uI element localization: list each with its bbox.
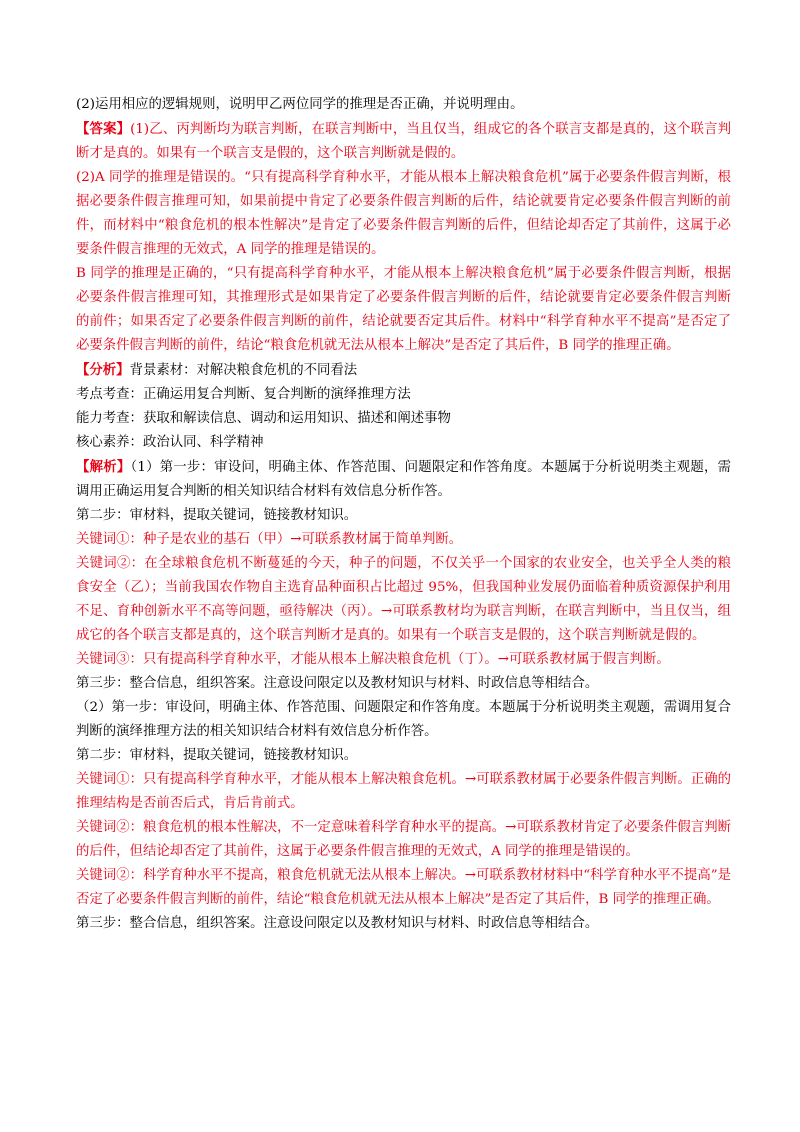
- explanation-p1-kw3: 关键词③：只有提高科学育种水平，才能从根本上解决粮食危机（丁）。→可联系教材属于假言判断。: [76, 652, 670, 667]
- analysis-knowledge: 考点考查：正确运用复合判断、复合判断的演绎推理方法: [76, 387, 411, 402]
- explanation-p1-step2: 第二步：审材料，提取关键词，链接教材知识。: [76, 508, 358, 523]
- question-2: (2)运用相应的逻辑规则，说明甲乙两位同学的推理是否正确，并说明理由。: [76, 97, 524, 112]
- explanation-p2-kw2: 关键词②：粮食危机的根本性解决，不一定意味着科学育种水平的提高。→可联系教材肯定了必要条件假言判断的后件，但结论却否定了其前件，这属于必要条件假言推理的无效式，A 同学的推理是错误的。: [76, 820, 731, 859]
- explanation-p1-step1: [76, 455, 731, 504]
- analysis-ability: 能力考查：获取和解读信息、调动和运用知识、描述和阐述事物: [76, 411, 451, 426]
- explanation-p1-kw1: 关键词①：种子是农业的基石（甲）→可联系教材属于简单判断。: [76, 532, 463, 547]
- answer-part-1-text: (1)乙、丙判断均为联言判断，在联言判断中，当且仅当，组成它的各个联言支都是真的，这个联言判断才是真的。如果有一个联言支是假的，这个联言判断就是假的。: [76, 122, 732, 161]
- analysis-background-text: 背景素材：对解决粮食危机的不同看法: [129, 363, 358, 378]
- explanation-p2-step1: （2）第一步：审设问，明确主体、作答范围、问题限定和作答角度。本题属于分析说明类主观题，需调用复合判断的演绎推理方法的相关知识结合材料有效信息分析作答。: [76, 700, 731, 739]
- analysis-tag: 【分析】: [76, 362, 130, 378]
- explanation-p1-step3: 第三步：整合信息，组织答案。注意设问限定以及教材知识与材料、时政信息等相结合。: [76, 676, 599, 691]
- explanation-p2-step3: 第三步：整合信息，组织答案。注意设问限定以及教材知识与材料、时政信息等相结合。: [76, 916, 599, 931]
- explanation-tag: 【解析】: [76, 459, 131, 475]
- analysis-literacy: 核心素养：政治认同、科学精神: [76, 435, 264, 450]
- answer-part-1: [76, 117, 731, 166]
- explanation-p2-step2: 第二步：审材料，提取关键词，链接教材知识。: [76, 748, 358, 763]
- analysis-background: [76, 358, 731, 383]
- explanation-p1-step1-text: （1）第一步：审设问，明确主体、作答范围、问题限定和作答角度。本题属于分析说明类主观题，需调用正确运用复合判断的相关知识结合材料有效信息分析作答。: [76, 460, 731, 499]
- explanation-p2-kw3: 关键词②：科学育种水平不提高，粮食危机就无法从根本上解决。→可联系教材材料中“科学育种水平不提高”是否定了必要条件假言判断的前件，结论“粮食危机就无法从根本上解决”是否定了其后件，B 同学的推理正确。: [76, 868, 731, 907]
- answer-tag: 【答案】: [76, 121, 131, 137]
- answer-part-2-b: B 同学的推理是正确的，“只有提高科学育种水平，才能从根本上解决粮食危机”属于必要条件假言判断，根据必要条件假言推理可知，其推理形式是如果肯定了必要条件假言判断的后件，结论就要肯定必要条件假言判断的前件；如果否定了必要条件假言判断的前件，结论就要否定其后件。材料中“科学育种水平不提高”是否定了必要条件假言判断的前件，结论“粮食危机就无法从根本上解决”是否定了其后件，B 同学的推理正确。: [76, 266, 731, 353]
- document-page: [76, 93, 731, 936]
- explanation-p1-kw2: 关键词②：在全球粮食危机不断蔓延的今天，种子的问题，不仅关乎一个国家的农业安全，也关乎全人类的粮食安全（乙）；当前我国农作物自主选育品种面积占比超过 95%，但我国种业发展仍面临着种质资源保护利用不足、育种创新水平不高等问题，亟待解决（丙）。→可联系教材均为联言判断，在联言判断中，当且仅当，组成它的各个联言支都是真的，这个联言判断才是真的。如果有一个联言支是假的，这个联言判断就是假的。: [76, 556, 731, 643]
- answer-part-2-a: (2)A 同学的推理是错误的。“只有提高科学育种水平，才能从根本上解决粮食危机”属于必要条件假言判断，根据必要条件假言推理可知，如果前提中肯定了必要条件假言判断的后件，结论就要肯定必要条件假言判断的前件，而材料中“粮食危机的根本性解决”是肯定了必要条件假言判断的后件，但结论却否定了其前件，这属于必要条件假言推理的无效式，A 同学的推理是错误的。: [76, 170, 731, 257]
- explanation-p2-kw1: 关键词①：只有提高科学育种水平，才能从根本上解决粮食危机。→可联系教材属于必要条件假言判断。正确的推理结构是否前否后式，肯后肯前式。: [76, 772, 731, 811]
